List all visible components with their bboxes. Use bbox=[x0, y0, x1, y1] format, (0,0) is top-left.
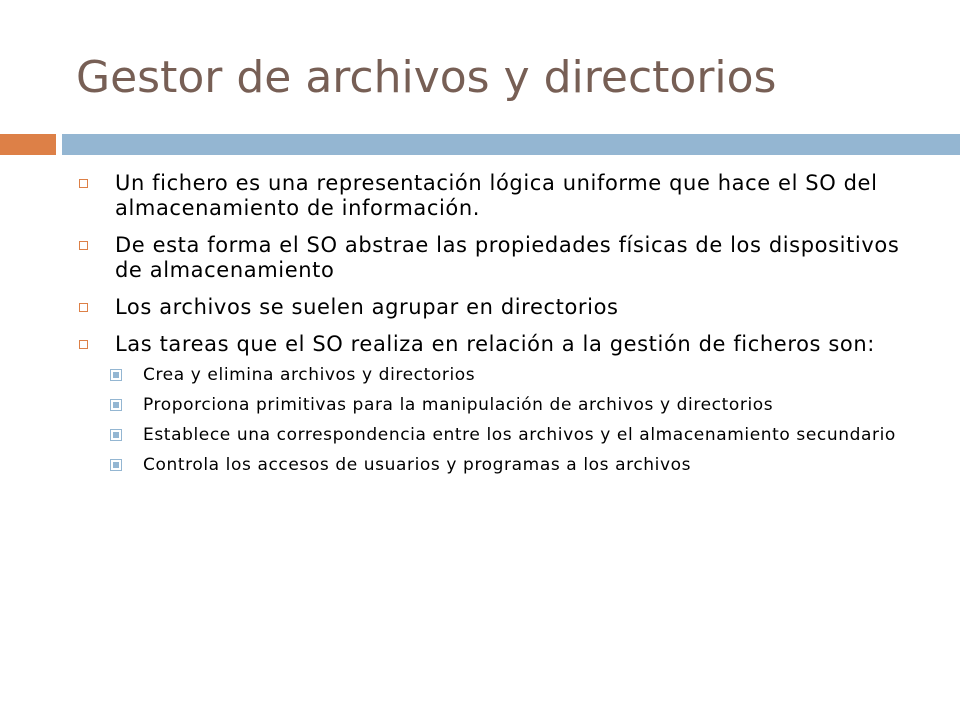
bullet-text: Los archivos se suelen agrupar en directorios bbox=[115, 295, 619, 319]
bullet-text: Un fichero es una representación lógica uniforme que hace el SO del almacenamiento de información. bbox=[115, 171, 878, 220]
hollow-square-icon bbox=[79, 303, 88, 312]
hollow-square-icon bbox=[79, 179, 88, 188]
sub-bullet-item bbox=[110, 425, 906, 445]
sub-bullet-text: Establece una correspondencia entre los archivos y el almacenamiento secundario bbox=[143, 425, 896, 445]
sub-bullet-item bbox=[110, 395, 906, 415]
filled-square-icon bbox=[110, 459, 122, 471]
sub-bullet-list bbox=[76, 365, 906, 475]
filled-square-icon bbox=[110, 369, 122, 381]
filled-square-icon bbox=[110, 399, 122, 411]
sub-bullet-text: Controla los accesos de usuarios y programas a los archivos bbox=[143, 455, 692, 475]
bullet-item bbox=[76, 295, 906, 320]
bullet-item bbox=[76, 233, 906, 283]
title-rule-blue bbox=[62, 134, 960, 155]
hollow-square-icon bbox=[79, 241, 88, 250]
sub-bullet-item bbox=[110, 455, 906, 475]
bullet-item bbox=[76, 171, 906, 221]
hollow-square-icon bbox=[79, 340, 88, 349]
bullet-text: De esta forma el SO abstrae las propiedades físicas de los dispositivos de almacenamiento bbox=[115, 233, 900, 282]
bullet-item bbox=[76, 332, 906, 357]
bullet-list bbox=[76, 171, 906, 485]
filled-square-icon bbox=[110, 429, 122, 441]
slide-title: Gestor de archivos y directorios bbox=[76, 52, 777, 103]
title-rule-orange bbox=[0, 134, 56, 155]
sub-bullet-item bbox=[110, 365, 906, 385]
sub-bullet-text: Crea y elimina archivos y directorios bbox=[143, 365, 476, 385]
bullet-text: Las tareas que el SO realiza en relación a la gestión de ficheros son: bbox=[115, 332, 875, 356]
sub-bullet-text: Proporciona primitivas para la manipulación de archivos y directorios bbox=[143, 395, 774, 415]
